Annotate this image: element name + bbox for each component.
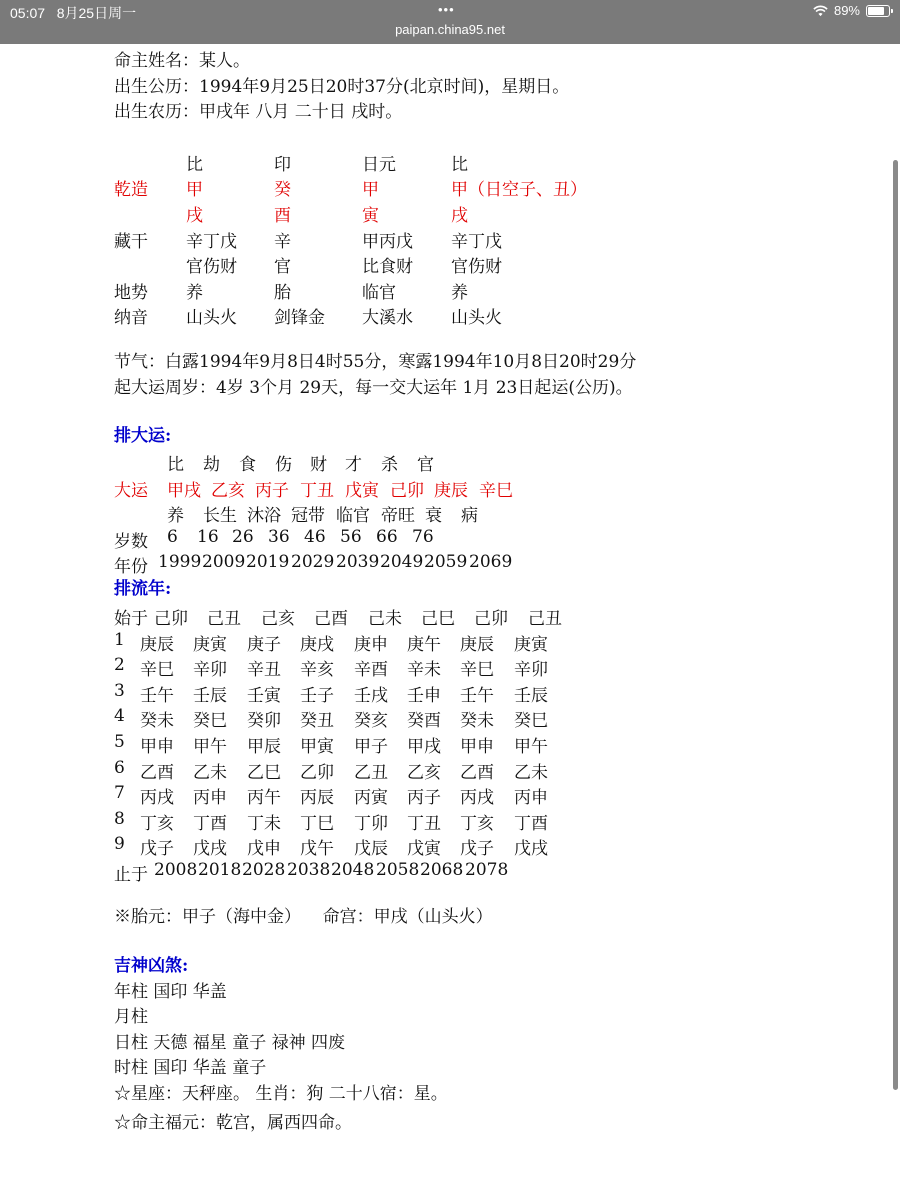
liunian-cell: 庚戌 (300, 635, 334, 655)
qiyun-line: 起大运周岁：4岁 3个月 29天，每一交大运年 1月 23日起运(公历)。 (114, 378, 633, 398)
canggan-day: 甲丙戊 (362, 232, 413, 252)
stem-hour: 甲（日空子、丑） (451, 180, 587, 200)
dayun-age: 76 (412, 527, 434, 547)
liunian-cell: 辛未 (407, 660, 441, 680)
liunian-cell: 癸未 (140, 711, 174, 731)
canggan-year: 辛丁戊 (186, 232, 237, 252)
liunian-end-label: 止于 (114, 865, 148, 885)
liunian-cell: 壬午 (460, 686, 494, 706)
liunian-cell: 戊子 (460, 839, 494, 859)
liunian-start-cell: 己酉 (314, 609, 348, 629)
xingzuo-line: ☆星座：天秤座。 生肖：狗 二十八宿：星。 (114, 1084, 448, 1104)
liunian-cell: 甲申 (460, 737, 494, 757)
dayun-year: 2019 (246, 552, 290, 572)
dayun-heading: 排大运: (114, 426, 172, 446)
dayun-shishen: 财 (310, 455, 327, 475)
liunian-cell: 丙午 (247, 788, 281, 808)
liunian-row-number: 6 (114, 758, 125, 778)
liunian-end-year: 2058 (376, 860, 420, 880)
liunian-cell: 癸未 (460, 711, 494, 731)
liunian-cell: 丁亥 (140, 814, 174, 834)
dayun-pillar: 辛巳 (479, 481, 513, 501)
liunian-cell: 辛亥 (300, 660, 334, 680)
dayun-age: 46 (304, 527, 326, 547)
canggan-ss-month: 官 (274, 257, 291, 277)
liunian-cell: 丙子 (407, 788, 441, 808)
dayun-shishen: 才 (345, 455, 362, 475)
dayun-year: 2049 (380, 552, 424, 572)
liunian-cell: 庚辰 (140, 635, 174, 655)
scrollbar[interactable] (893, 160, 898, 1090)
dayun-state: 衰 (425, 506, 442, 526)
liunian-cell: 辛巳 (460, 660, 494, 680)
liunian-cell: 甲辰 (247, 737, 281, 757)
dayun-age: 36 (268, 527, 290, 547)
stem-day: 甲 (362, 180, 379, 200)
dayun-age: 6 (167, 527, 178, 547)
liunian-cell: 壬子 (300, 686, 334, 706)
shishen-year: 比 (186, 155, 203, 175)
battery-percent: 89% (833, 3, 860, 18)
dayun-state: 病 (461, 506, 478, 526)
canggan-ss-day: 比食财 (362, 257, 413, 277)
liunian-end-year: 2078 (465, 860, 509, 880)
status-bar (0, 0, 900, 44)
shensha-year: 年柱 国印 华盖 (114, 982, 227, 1002)
canggan-hour: 辛丁戊 (451, 232, 502, 252)
liunian-cell: 戊戌 (193, 839, 227, 859)
canggan-ss-hour: 官伤财 (451, 257, 502, 277)
liunian-cell: 癸卯 (247, 711, 281, 731)
liunian-cell: 辛巳 (140, 660, 174, 680)
liunian-cell: 戊戌 (514, 839, 548, 859)
dayun-shishen: 食 (239, 455, 256, 475)
dayun-year: 2059 (424, 552, 468, 572)
liunian-end-year: 2068 (420, 860, 464, 880)
liunian-cell: 丙戌 (460, 788, 494, 808)
liunian-cell: 壬辰 (193, 686, 227, 706)
liunian-start-cell: 己亥 (261, 609, 295, 629)
status-right (813, 3, 890, 18)
liunian-end-year: 2038 (287, 860, 331, 880)
canggan-ss-year: 官伤财 (186, 257, 237, 277)
dayun-shishen: 比 (167, 455, 184, 475)
liunian-start-cell: 己巳 (421, 609, 455, 629)
liunian-row-number: 2 (114, 655, 125, 675)
dayun-pillar: 戊寅 (345, 481, 379, 501)
dayun-age: 26 (232, 527, 254, 547)
branch-year: 戌 (186, 206, 203, 226)
liunian-cell: 癸巳 (193, 711, 227, 731)
liunian-cell: 壬戌 (354, 686, 388, 706)
liunian-cell: 癸丑 (300, 711, 334, 731)
liunian-row-number: 7 (114, 783, 125, 803)
liunian-cell: 庚申 (354, 635, 388, 655)
dayun-age: 66 (376, 527, 398, 547)
liunian-cell: 辛丑 (247, 660, 281, 680)
liunian-cell: 丁丑 (407, 814, 441, 834)
branch-hour: 戌 (451, 206, 468, 226)
branch-month: 酉 (274, 206, 291, 226)
canggan-month: 辛 (274, 232, 291, 252)
dishi-hour: 养 (451, 283, 468, 303)
dayun-state: 长生 (203, 506, 237, 526)
liunian-cell: 甲午 (514, 737, 548, 757)
liunian-row-number: 8 (114, 809, 125, 829)
liunian-row-number: 9 (114, 834, 125, 854)
dayun-shishen: 伤 (275, 455, 292, 475)
dayun-age: 56 (340, 527, 362, 547)
stem-year: 甲 (186, 180, 203, 200)
dayun-pillar: 丁丑 (300, 481, 334, 501)
nayin-hour: 山头火 (451, 308, 502, 328)
shishen-month: 印 (274, 155, 291, 175)
liunian-start-label: 始于 (114, 609, 148, 629)
liunian-row-number: 5 (114, 732, 125, 752)
liunian-end-year: 2048 (331, 860, 375, 880)
liunian-row-number: 4 (114, 706, 125, 726)
shensha-month: 月柱 (114, 1007, 148, 1027)
jieqi-line: 节气：白露1994年9月8日4时55分，寒露1994年10月8日20时29分 (114, 352, 637, 372)
liunian-cell: 癸亥 (354, 711, 388, 731)
liunian-cell: 戊子 (140, 839, 174, 859)
liunian-cell: 戊午 (300, 839, 334, 859)
liunian-cell: 乙未 (193, 763, 227, 783)
liunian-cell: 丁卯 (354, 814, 388, 834)
dayun-pillar: 己卯 (390, 481, 424, 501)
dayun-shishen: 官 (417, 455, 434, 475)
fuyuan-line: ☆命主福元：乾宫，属西四命。 (114, 1113, 352, 1133)
dishi-year: 养 (186, 283, 203, 303)
liunian-cell: 丁未 (247, 814, 281, 834)
liunian-heading: 排流年: (114, 579, 172, 599)
liunian-cell: 甲午 (193, 737, 227, 757)
status-time: 05:07 8月25日周一 (10, 5, 137, 21)
liunian-cell: 乙未 (514, 763, 548, 783)
liunian-row-number: 3 (114, 681, 125, 701)
liunian-cell: 丙申 (514, 788, 548, 808)
dayun-state: 沐浴 (247, 506, 281, 526)
battery-icon (866, 5, 890, 17)
liunian-cell: 乙酉 (460, 763, 494, 783)
liunian-cell: 甲戌 (407, 737, 441, 757)
liunian-cell: 乙巳 (247, 763, 281, 783)
dayun-age: 16 (197, 527, 219, 547)
liunian-cell: 癸酉 (407, 711, 441, 731)
liunian-cell: 壬辰 (514, 686, 548, 706)
dayun-state: 临官 (336, 506, 370, 526)
wifi-icon (813, 5, 828, 17)
liunian-start-cell: 己丑 (528, 609, 562, 629)
shishen-day: 日元 (362, 155, 396, 175)
liunian-cell: 癸巳 (514, 711, 548, 731)
dayun-pillar: 丙子 (255, 481, 289, 501)
dayun-year: 2029 (291, 552, 335, 572)
liunian-cell: 丙辰 (300, 788, 334, 808)
dayun-pillar: 甲戌 (167, 481, 201, 501)
liunian-cell: 丙戌 (140, 788, 174, 808)
liunian-cell: 戊辰 (354, 839, 388, 859)
dayun-shishen: 劫 (203, 455, 220, 475)
dishi-month: 胎 (274, 283, 291, 303)
liunian-cell: 庚午 (407, 635, 441, 655)
liunian-start-cell: 己丑 (207, 609, 241, 629)
dayun-state: 帝旺 (381, 506, 415, 526)
liunian-cell: 乙亥 (407, 763, 441, 783)
liunian-cell: 乙卯 (300, 763, 334, 783)
shishen-hour: 比 (451, 155, 468, 175)
dayun-year: 2069 (469, 552, 513, 572)
canggan-label: 藏干 (114, 232, 148, 252)
liunian-cell: 丙申 (193, 788, 227, 808)
nayin-label: 纳音 (114, 308, 148, 328)
liunian-cell: 庚子 (247, 635, 281, 655)
liunian-cell: 甲子 (354, 737, 388, 757)
liunian-cell: 甲寅 (300, 737, 334, 757)
url-bar[interactable]: paipan.china95.net (395, 22, 505, 37)
nayin-month: 剑锋金 (274, 308, 325, 328)
liunian-cell: 丁巳 (300, 814, 334, 834)
liunian-cell: 乙酉 (140, 763, 174, 783)
birth-lunar: 出生农历：甲戌年 八月 二十日 戌时。 (114, 102, 403, 122)
dayun-pillar: 乙亥 (211, 481, 245, 501)
age-label: 岁数 (114, 532, 148, 552)
liunian-cell: 壬午 (140, 686, 174, 706)
dishi-label: 地势 (114, 283, 148, 303)
more-dots-icon[interactable]: ••• (438, 2, 455, 17)
dayun-state: 冠带 (291, 506, 325, 526)
liunian-end-year: 2028 (242, 860, 286, 880)
dayun-state: 养 (167, 506, 184, 526)
taiyuan-line: ※胎元：甲子（海中金） 命宫：甲戌（山头火） (114, 907, 493, 927)
liunian-cell: 戊申 (247, 839, 281, 859)
liunian-start-cell: 己未 (368, 609, 402, 629)
liunian-cell: 丁酉 (514, 814, 548, 834)
liunian-cell: 丙寅 (354, 788, 388, 808)
birth-solar: 出生公历：1994年9月25日20时37分(北京时间)，星期日。 (114, 77, 570, 97)
liunian-cell: 庚寅 (193, 635, 227, 655)
liunian-cell: 乙丑 (354, 763, 388, 783)
nayin-year: 山头火 (186, 308, 237, 328)
liunian-cell: 庚寅 (514, 635, 548, 655)
dishi-day: 临官 (362, 283, 396, 303)
liunian-start-cell: 己卯 (474, 609, 508, 629)
liunian-cell: 甲申 (140, 737, 174, 757)
liunian-end-year: 2018 (198, 860, 242, 880)
dayun-shishen: 杀 (381, 455, 398, 475)
liunian-row-number: 1 (114, 630, 125, 650)
nayin-day: 大溪水 (362, 308, 413, 328)
liunian-cell: 丁亥 (460, 814, 494, 834)
stem-month: 癸 (274, 180, 291, 200)
shensha-heading: 吉神凶煞: (114, 956, 189, 976)
status-date: 8月25日周一 (56, 5, 137, 21)
dayun-pillar: 庚辰 (434, 481, 468, 501)
dayun-year: 1999 (158, 552, 202, 572)
liunian-cell: 辛卯 (514, 660, 548, 680)
shensha-day: 日柱 天德 福星 童子 禄神 四废 (114, 1033, 346, 1053)
dayun-year: 2039 (336, 552, 380, 572)
liunian-cell: 庚辰 (460, 635, 494, 655)
liunian-cell: 丁酉 (193, 814, 227, 834)
liunian-cell: 辛卯 (193, 660, 227, 680)
owner-name: 命主姓名：某人。 (114, 51, 250, 71)
liunian-cell: 壬寅 (247, 686, 281, 706)
liunian-start-cell: 己卯 (154, 609, 188, 629)
year-label: 年份 (114, 557, 148, 577)
dayun-label: 大运 (114, 481, 148, 501)
dayun-year: 2009 (202, 552, 246, 572)
liunian-cell: 壬申 (407, 686, 441, 706)
branch-day: 寅 (362, 206, 379, 226)
qianzao-label: 乾造 (114, 180, 148, 200)
shensha-hour: 时柱 国印 华盖 童子 (114, 1058, 267, 1078)
liunian-cell: 戊寅 (407, 839, 441, 859)
liunian-cell: 辛酉 (354, 660, 388, 680)
liunian-end-year: 2008 (154, 860, 198, 880)
